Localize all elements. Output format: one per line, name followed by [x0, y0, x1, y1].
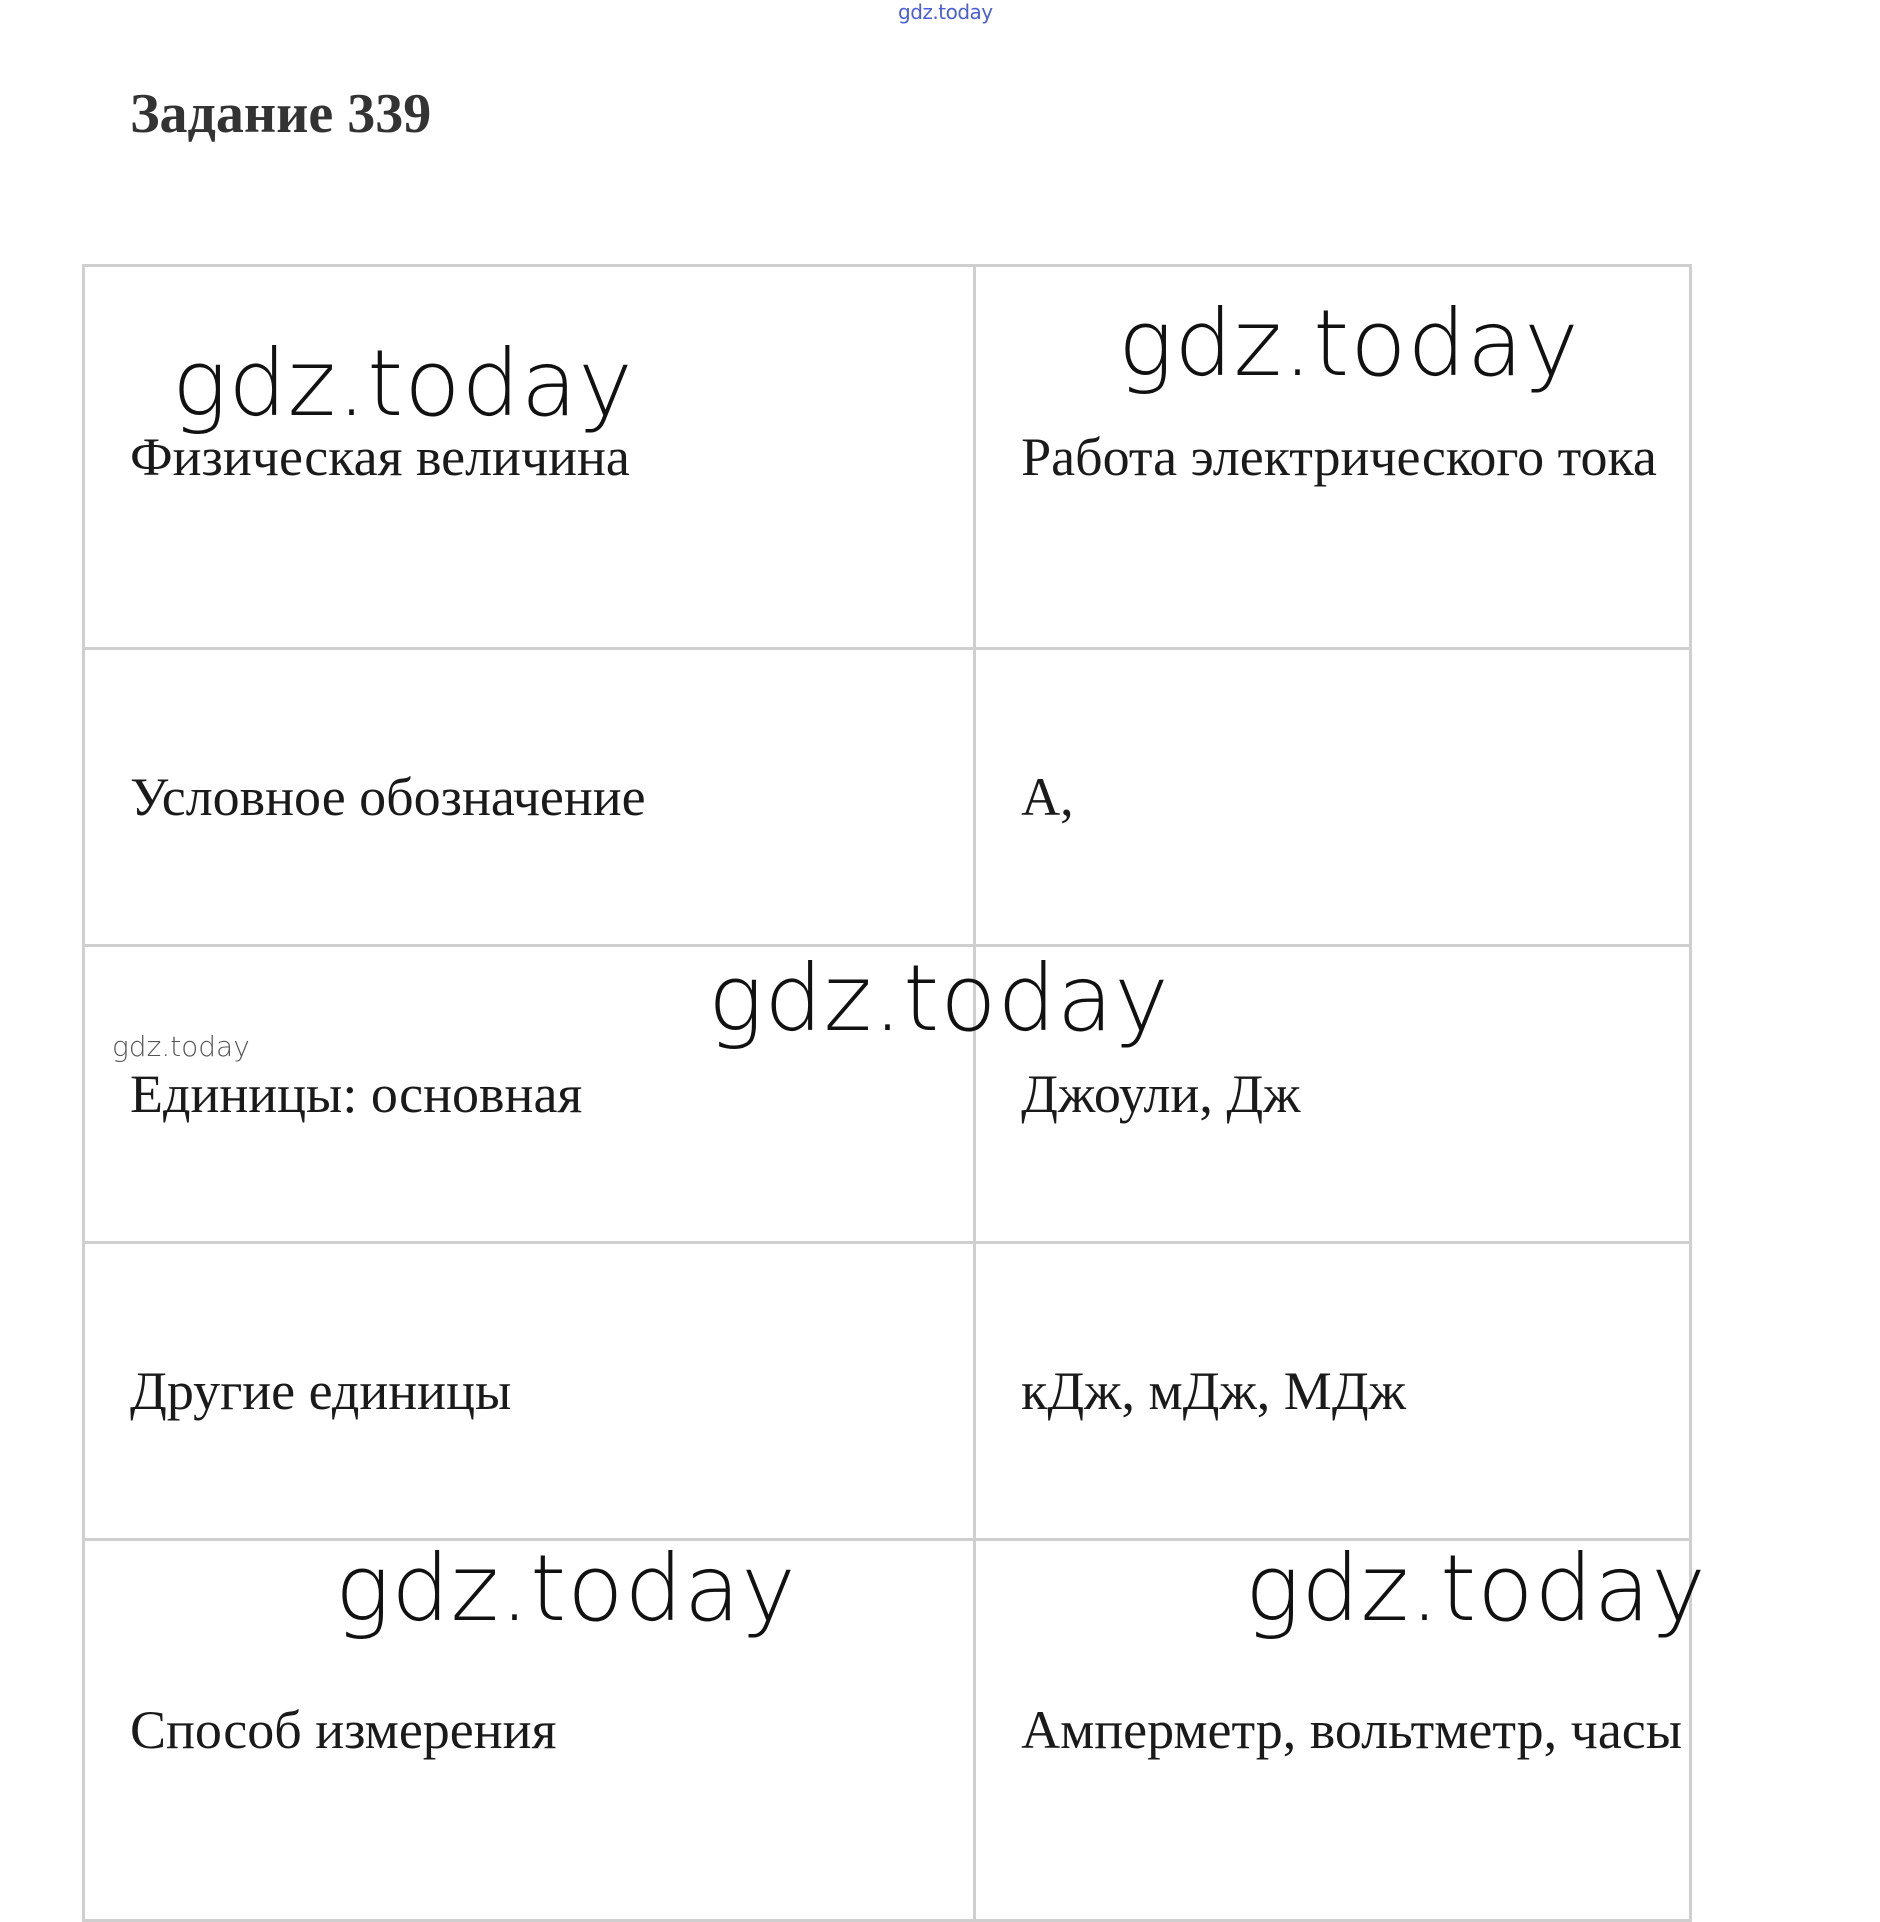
- table-row: [84, 649, 1691, 946]
- row-value: Амперметр, вольтметр, часы: [975, 1540, 1691, 1921]
- row-label: Другие единицы: [84, 1243, 975, 1540]
- row-value: А,: [975, 649, 1691, 946]
- table-row: [84, 266, 1691, 649]
- row-value: Джоули, Дж: [975, 946, 1691, 1243]
- watermark: gdz.today: [1245, 1535, 1707, 1642]
- table-row: [84, 1540, 1691, 1921]
- table-row: [84, 1243, 1691, 1540]
- row-label: Физическая величина: [84, 266, 975, 649]
- table-row: [84, 946, 1691, 1243]
- row-label: Условное обозначение: [84, 649, 975, 946]
- watermark: gdz.today: [112, 1030, 250, 1063]
- page-title: Задание 339: [130, 83, 432, 145]
- watermark: gdz.today: [1118, 290, 1580, 397]
- row-label: Единицы: основная: [84, 946, 975, 1243]
- row-value: кДж, мДж, МДж: [975, 1243, 1691, 1540]
- watermark: gdz.today: [708, 945, 1170, 1052]
- watermark: gdz.today: [172, 330, 634, 437]
- row-value: Работа электрического тока: [975, 266, 1691, 649]
- top-watermark: gdz.today: [898, 0, 993, 24]
- data-table: [82, 264, 1692, 1922]
- row-label: Способ измерения: [84, 1540, 975, 1921]
- watermark: gdz.today: [335, 1535, 797, 1642]
